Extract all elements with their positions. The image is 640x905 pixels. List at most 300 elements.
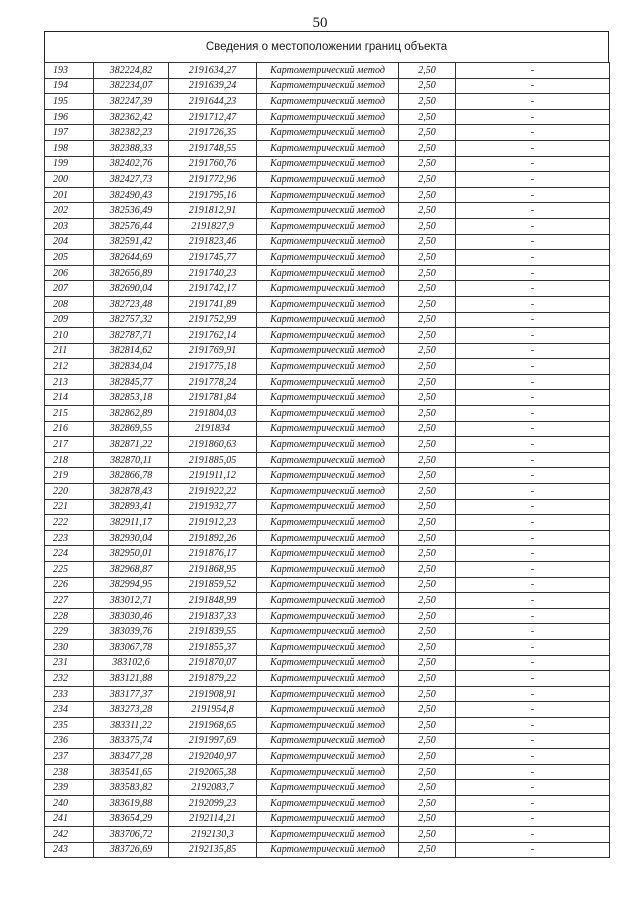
point-number-cell: 240 <box>45 795 94 811</box>
point-number-cell: 193 <box>45 63 94 79</box>
method-cell: Картометрический метод <box>257 499 399 515</box>
method-cell: Картометрический метод <box>257 437 399 453</box>
method-cell: Картометрический метод <box>257 624 399 640</box>
point-number-cell: 242 <box>45 827 94 843</box>
method-cell: Картометрический метод <box>257 702 399 718</box>
accuracy-cell: 2,50 <box>399 671 456 687</box>
table-row <box>45 671 610 687</box>
point-number-cell: 238 <box>45 764 94 780</box>
description-cell: - <box>456 764 610 780</box>
description-cell: - <box>456 172 610 188</box>
description-cell: - <box>456 749 610 765</box>
y-coordinate-cell: 2191892,26 <box>169 530 257 546</box>
y-coordinate-cell: 2191908,91 <box>169 686 257 702</box>
x-coordinate-cell: 383706,72 <box>94 827 169 843</box>
description-cell: - <box>456 530 610 546</box>
description-cell: - <box>456 125 610 141</box>
point-number-cell: 199 <box>45 156 94 172</box>
table-row <box>45 795 610 811</box>
description-cell: - <box>456 562 610 578</box>
description-cell: - <box>456 343 610 359</box>
description-cell: - <box>456 63 610 79</box>
x-coordinate-cell: 383067,78 <box>94 639 169 655</box>
table-row <box>45 749 610 765</box>
description-cell: - <box>456 265 610 281</box>
point-number-cell: 215 <box>45 406 94 422</box>
x-coordinate-cell: 382536,49 <box>94 203 169 219</box>
table-row <box>45 842 610 858</box>
x-coordinate-cell: 382862,89 <box>94 406 169 422</box>
point-number-cell: 210 <box>45 328 94 344</box>
y-coordinate-cell: 2191812,91 <box>169 203 257 219</box>
accuracy-cell: 2,50 <box>399 530 456 546</box>
description-cell: - <box>456 94 610 110</box>
table-row <box>45 296 610 312</box>
y-coordinate-cell: 2191876,17 <box>169 546 257 562</box>
point-number-cell: 211 <box>45 343 94 359</box>
method-cell: Картометрический метод <box>257 484 399 500</box>
accuracy-cell: 2,50 <box>399 577 456 593</box>
table-row <box>45 577 610 593</box>
accuracy-cell: 2,50 <box>399 624 456 640</box>
table-row <box>45 827 610 843</box>
method-cell: Картометрический метод <box>257 593 399 609</box>
x-coordinate-cell: 383012,71 <box>94 593 169 609</box>
description-cell: - <box>456 608 610 624</box>
description-cell: - <box>456 593 610 609</box>
table-row <box>45 312 610 328</box>
table-row <box>45 172 610 188</box>
method-cell: Картометрический метод <box>257 125 399 141</box>
y-coordinate-cell: 2191775,18 <box>169 359 257 375</box>
point-number-cell: 196 <box>45 109 94 125</box>
x-coordinate-cell: 382845,77 <box>94 374 169 390</box>
y-coordinate-cell: 2191639,24 <box>169 78 257 94</box>
x-coordinate-cell: 382576,44 <box>94 218 169 234</box>
method-cell: Картометрический метод <box>257 172 399 188</box>
table-row <box>45 624 610 640</box>
method-cell: Картометрический метод <box>257 811 399 827</box>
method-cell: Картометрический метод <box>257 686 399 702</box>
description-cell: - <box>456 156 610 172</box>
point-number-cell: 214 <box>45 390 94 406</box>
accuracy-cell: 2,50 <box>399 515 456 531</box>
description-cell: - <box>456 390 610 406</box>
y-coordinate-cell: 2191911,12 <box>169 468 257 484</box>
y-coordinate-cell: 2191870,07 <box>169 655 257 671</box>
point-number-cell: 201 <box>45 187 94 203</box>
description-cell: - <box>456 733 610 749</box>
point-number-cell: 235 <box>45 717 94 733</box>
table-row <box>45 390 610 406</box>
table-row <box>45 733 610 749</box>
table-row <box>45 343 610 359</box>
coordinates-table <box>44 62 610 858</box>
method-cell: Картометрический метод <box>257 546 399 562</box>
point-number-cell: 209 <box>45 312 94 328</box>
point-number-cell: 241 <box>45 811 94 827</box>
description-cell: - <box>456 109 610 125</box>
accuracy-cell: 2,50 <box>399 733 456 749</box>
method-cell: Картометрический метод <box>257 562 399 578</box>
accuracy-cell: 2,50 <box>399 468 456 484</box>
table-row <box>45 78 610 94</box>
x-coordinate-cell: 382893,41 <box>94 499 169 515</box>
y-coordinate-cell: 2191748,55 <box>169 140 257 156</box>
table-row <box>45 499 610 515</box>
description-cell: - <box>456 374 610 390</box>
y-coordinate-cell: 2192114,21 <box>169 811 257 827</box>
method-cell: Картометрический метод <box>257 328 399 344</box>
description-cell: - <box>456 671 610 687</box>
x-coordinate-cell: 383102,6 <box>94 655 169 671</box>
description-cell: - <box>456 624 610 640</box>
y-coordinate-cell: 2191804,03 <box>169 406 257 422</box>
y-coordinate-cell: 2191954,8 <box>169 702 257 718</box>
y-coordinate-cell: 2191742,17 <box>169 281 257 297</box>
table-row <box>45 515 610 531</box>
y-coordinate-cell: 2191778,24 <box>169 374 257 390</box>
x-coordinate-cell: 382723,48 <box>94 296 169 312</box>
accuracy-cell: 2,50 <box>399 94 456 110</box>
method-cell: Картометрический метод <box>257 234 399 250</box>
table-row <box>45 406 610 422</box>
point-number-cell: 222 <box>45 515 94 531</box>
x-coordinate-cell: 382853,18 <box>94 390 169 406</box>
point-number-cell: 237 <box>45 749 94 765</box>
table-row <box>45 686 610 702</box>
accuracy-cell: 2,50 <box>399 187 456 203</box>
point-number-cell: 218 <box>45 452 94 468</box>
accuracy-cell: 2,50 <box>399 234 456 250</box>
y-coordinate-cell: 2191634,27 <box>169 63 257 79</box>
coordinates-sheet <box>44 31 609 858</box>
x-coordinate-cell: 383619,88 <box>94 795 169 811</box>
method-cell: Картометрический метод <box>257 94 399 110</box>
y-coordinate-cell: 2191740,23 <box>169 265 257 281</box>
method-cell: Картометрический метод <box>257 343 399 359</box>
description-cell: - <box>456 218 610 234</box>
point-number-cell: 203 <box>45 218 94 234</box>
method-cell: Картометрический метод <box>257 359 399 375</box>
x-coordinate-cell: 383177,37 <box>94 686 169 702</box>
y-coordinate-cell: 2191868,95 <box>169 562 257 578</box>
accuracy-cell: 2,50 <box>399 608 456 624</box>
point-number-cell: 204 <box>45 234 94 250</box>
y-coordinate-cell: 2191781,84 <box>169 390 257 406</box>
point-number-cell: 239 <box>45 780 94 796</box>
table-row <box>45 780 610 796</box>
table-row <box>45 468 610 484</box>
y-coordinate-cell: 2191968,65 <box>169 717 257 733</box>
y-coordinate-cell: 2191922,22 <box>169 484 257 500</box>
table-row <box>45 655 610 671</box>
description-cell: - <box>456 546 610 562</box>
point-number-cell: 207 <box>45 281 94 297</box>
point-number-cell: 213 <box>45 374 94 390</box>
x-coordinate-cell: 382994,95 <box>94 577 169 593</box>
y-coordinate-cell: 2191726,35 <box>169 125 257 141</box>
y-coordinate-cell: 2191760,76 <box>169 156 257 172</box>
table-row <box>45 125 610 141</box>
description-cell: - <box>456 234 610 250</box>
point-number-cell: 227 <box>45 593 94 609</box>
y-coordinate-cell: 2192065,38 <box>169 764 257 780</box>
x-coordinate-cell: 382402,76 <box>94 156 169 172</box>
x-coordinate-cell: 382911,17 <box>94 515 169 531</box>
y-coordinate-cell: 2191823,46 <box>169 234 257 250</box>
point-number-cell: 224 <box>45 546 94 562</box>
page-number: 50 <box>312 15 328 31</box>
y-coordinate-cell: 2191772,96 <box>169 172 257 188</box>
x-coordinate-cell: 383030,46 <box>94 608 169 624</box>
x-coordinate-cell: 382362,42 <box>94 109 169 125</box>
accuracy-cell: 2,50 <box>399 406 456 422</box>
description-cell: - <box>456 452 610 468</box>
accuracy-cell: 2,50 <box>399 250 456 266</box>
method-cell: Картометрический метод <box>257 140 399 156</box>
point-number-cell: 198 <box>45 140 94 156</box>
point-number-cell: 202 <box>45 203 94 219</box>
description-cell: - <box>456 296 610 312</box>
description-cell: - <box>456 827 610 843</box>
accuracy-cell: 2,50 <box>399 717 456 733</box>
description-cell: - <box>456 655 610 671</box>
accuracy-cell: 2,50 <box>399 811 456 827</box>
y-coordinate-cell: 2191769,91 <box>169 343 257 359</box>
accuracy-cell: 2,50 <box>399 827 456 843</box>
description-cell: - <box>456 717 610 733</box>
x-coordinate-cell: 383121,88 <box>94 671 169 687</box>
x-coordinate-cell: 383273,28 <box>94 702 169 718</box>
x-coordinate-cell: 382427,73 <box>94 172 169 188</box>
accuracy-cell: 2,50 <box>399 281 456 297</box>
description-cell: - <box>456 577 610 593</box>
method-cell: Картометрический метод <box>257 577 399 593</box>
y-coordinate-cell: 2191932,77 <box>169 499 257 515</box>
y-coordinate-cell: 2191834 <box>169 421 257 437</box>
y-coordinate-cell: 2191885,05 <box>169 452 257 468</box>
table-row <box>45 234 610 250</box>
description-cell: - <box>456 312 610 328</box>
point-number-cell: 221 <box>45 499 94 515</box>
point-number-cell: 225 <box>45 562 94 578</box>
method-cell: Картометрический метод <box>257 374 399 390</box>
y-coordinate-cell: 2191855,37 <box>169 639 257 655</box>
description-cell: - <box>456 406 610 422</box>
method-cell: Картометрический метод <box>257 468 399 484</box>
accuracy-cell: 2,50 <box>399 296 456 312</box>
accuracy-cell: 2,50 <box>399 109 456 125</box>
description-cell: - <box>456 639 610 655</box>
x-coordinate-cell: 382930,04 <box>94 530 169 546</box>
y-coordinate-cell: 2191762,14 <box>169 328 257 344</box>
accuracy-cell: 2,50 <box>399 328 456 344</box>
point-number-cell: 233 <box>45 686 94 702</box>
table-row <box>45 546 610 562</box>
y-coordinate-cell: 2191712,47 <box>169 109 257 125</box>
description-cell: - <box>456 686 610 702</box>
y-coordinate-cell: 2191848,99 <box>169 593 257 609</box>
point-number-cell: 216 <box>45 421 94 437</box>
accuracy-cell: 2,50 <box>399 764 456 780</box>
accuracy-cell: 2,50 <box>399 593 456 609</box>
table-row <box>45 421 610 437</box>
y-coordinate-cell: 2191644,23 <box>169 94 257 110</box>
description-cell: - <box>456 484 610 500</box>
y-coordinate-cell: 2192040,97 <box>169 749 257 765</box>
x-coordinate-cell: 382382,23 <box>94 125 169 141</box>
table-row <box>45 109 610 125</box>
point-number-cell: 205 <box>45 250 94 266</box>
accuracy-cell: 2,50 <box>399 125 456 141</box>
description-cell: - <box>456 842 610 858</box>
accuracy-cell: 2,50 <box>399 842 456 858</box>
point-number-cell: 223 <box>45 530 94 546</box>
x-coordinate-cell: 383039,76 <box>94 624 169 640</box>
method-cell: Картометрический метод <box>257 281 399 297</box>
x-coordinate-cell: 382644,69 <box>94 250 169 266</box>
point-number-cell: 212 <box>45 359 94 375</box>
accuracy-cell: 2,50 <box>399 484 456 500</box>
point-number-cell: 197 <box>45 125 94 141</box>
table-row <box>45 218 610 234</box>
method-cell: Картометрический метод <box>257 390 399 406</box>
description-cell: - <box>456 795 610 811</box>
accuracy-cell: 2,50 <box>399 218 456 234</box>
accuracy-cell: 2,50 <box>399 140 456 156</box>
x-coordinate-cell: 382656,89 <box>94 265 169 281</box>
table-row <box>45 717 610 733</box>
y-coordinate-cell: 2191860,63 <box>169 437 257 453</box>
point-number-cell: 220 <box>45 484 94 500</box>
method-cell: Картометрический метод <box>257 639 399 655</box>
x-coordinate-cell: 382950,01 <box>94 546 169 562</box>
table-row <box>45 764 610 780</box>
table-row <box>45 374 610 390</box>
x-coordinate-cell: 382869,55 <box>94 421 169 437</box>
method-cell: Картометрический метод <box>257 78 399 94</box>
x-coordinate-cell: 382814,62 <box>94 343 169 359</box>
description-cell: - <box>456 203 610 219</box>
table-row <box>45 562 610 578</box>
accuracy-cell: 2,50 <box>399 780 456 796</box>
point-number-cell: 194 <box>45 78 94 94</box>
table-row <box>45 250 610 266</box>
table-row <box>45 156 610 172</box>
y-coordinate-cell: 2192083,7 <box>169 780 257 796</box>
accuracy-cell: 2,50 <box>399 343 456 359</box>
point-number-cell: 208 <box>45 296 94 312</box>
accuracy-cell: 2,50 <box>399 203 456 219</box>
description-cell: - <box>456 468 610 484</box>
point-number-cell: 243 <box>45 842 94 858</box>
table-row <box>45 484 610 500</box>
x-coordinate-cell: 382388,33 <box>94 140 169 156</box>
accuracy-cell: 2,50 <box>399 156 456 172</box>
description-cell: - <box>456 281 610 297</box>
x-coordinate-cell: 382490,43 <box>94 187 169 203</box>
method-cell: Картометрический метод <box>257 530 399 546</box>
point-number-cell: 231 <box>45 655 94 671</box>
description-cell: - <box>456 811 610 827</box>
description-cell: - <box>456 421 610 437</box>
y-coordinate-cell: 2191839,55 <box>169 624 257 640</box>
x-coordinate-cell: 383541,65 <box>94 764 169 780</box>
table-row <box>45 328 610 344</box>
table-row <box>45 265 610 281</box>
table-row <box>45 63 610 79</box>
x-coordinate-cell: 382968,87 <box>94 562 169 578</box>
accuracy-cell: 2,50 <box>399 499 456 515</box>
description-cell: - <box>456 515 610 531</box>
method-cell: Картометрический метод <box>257 780 399 796</box>
method-cell: Картометрический метод <box>257 312 399 328</box>
y-coordinate-cell: 2191745,77 <box>169 250 257 266</box>
description-cell: - <box>456 187 610 203</box>
x-coordinate-cell: 382224,82 <box>94 63 169 79</box>
method-cell: Картометрический метод <box>257 515 399 531</box>
y-coordinate-cell: 2192099,23 <box>169 795 257 811</box>
method-cell: Картометрический метод <box>257 218 399 234</box>
table-title: Сведения о местоположении границ объекта <box>44 31 609 62</box>
method-cell: Картометрический метод <box>257 296 399 312</box>
point-number-cell: 232 <box>45 671 94 687</box>
x-coordinate-cell: 382871,22 <box>94 437 169 453</box>
y-coordinate-cell: 2191997,69 <box>169 733 257 749</box>
x-coordinate-cell: 383726,69 <box>94 842 169 858</box>
description-cell: - <box>456 328 610 344</box>
table-row <box>45 530 610 546</box>
accuracy-cell: 2,50 <box>399 265 456 281</box>
method-cell: Картометрический метод <box>257 842 399 858</box>
y-coordinate-cell: 2191741,89 <box>169 296 257 312</box>
method-cell: Картометрический метод <box>257 655 399 671</box>
y-coordinate-cell: 2192135,85 <box>169 842 257 858</box>
x-coordinate-cell: 382834,04 <box>94 359 169 375</box>
point-number-cell: 195 <box>45 94 94 110</box>
description-cell: - <box>456 780 610 796</box>
x-coordinate-cell: 382591,42 <box>94 234 169 250</box>
x-coordinate-cell: 382234,07 <box>94 78 169 94</box>
x-coordinate-cell: 383375,74 <box>94 733 169 749</box>
y-coordinate-cell: 2191879,22 <box>169 671 257 687</box>
method-cell: Картометрический метод <box>257 608 399 624</box>
accuracy-cell: 2,50 <box>399 390 456 406</box>
description-cell: - <box>456 250 610 266</box>
x-coordinate-cell: 382690,04 <box>94 281 169 297</box>
method-cell: Картометрический метод <box>257 827 399 843</box>
point-number-cell: 217 <box>45 437 94 453</box>
point-number-cell: 229 <box>45 624 94 640</box>
point-number-cell: 206 <box>45 265 94 281</box>
table-row <box>45 203 610 219</box>
point-number-cell: 236 <box>45 733 94 749</box>
description-cell: - <box>456 140 610 156</box>
y-coordinate-cell: 2191752,99 <box>169 312 257 328</box>
accuracy-cell: 2,50 <box>399 795 456 811</box>
method-cell: Картометрический метод <box>257 109 399 125</box>
point-number-cell: 200 <box>45 172 94 188</box>
x-coordinate-cell: 382866,78 <box>94 468 169 484</box>
x-coordinate-cell: 382870,11 <box>94 452 169 468</box>
method-cell: Картометрический метод <box>257 63 399 79</box>
x-coordinate-cell: 383477,28 <box>94 749 169 765</box>
method-cell: Картометрический метод <box>257 671 399 687</box>
method-cell: Картометрический метод <box>257 795 399 811</box>
y-coordinate-cell: 2191795,16 <box>169 187 257 203</box>
table-row <box>45 702 610 718</box>
